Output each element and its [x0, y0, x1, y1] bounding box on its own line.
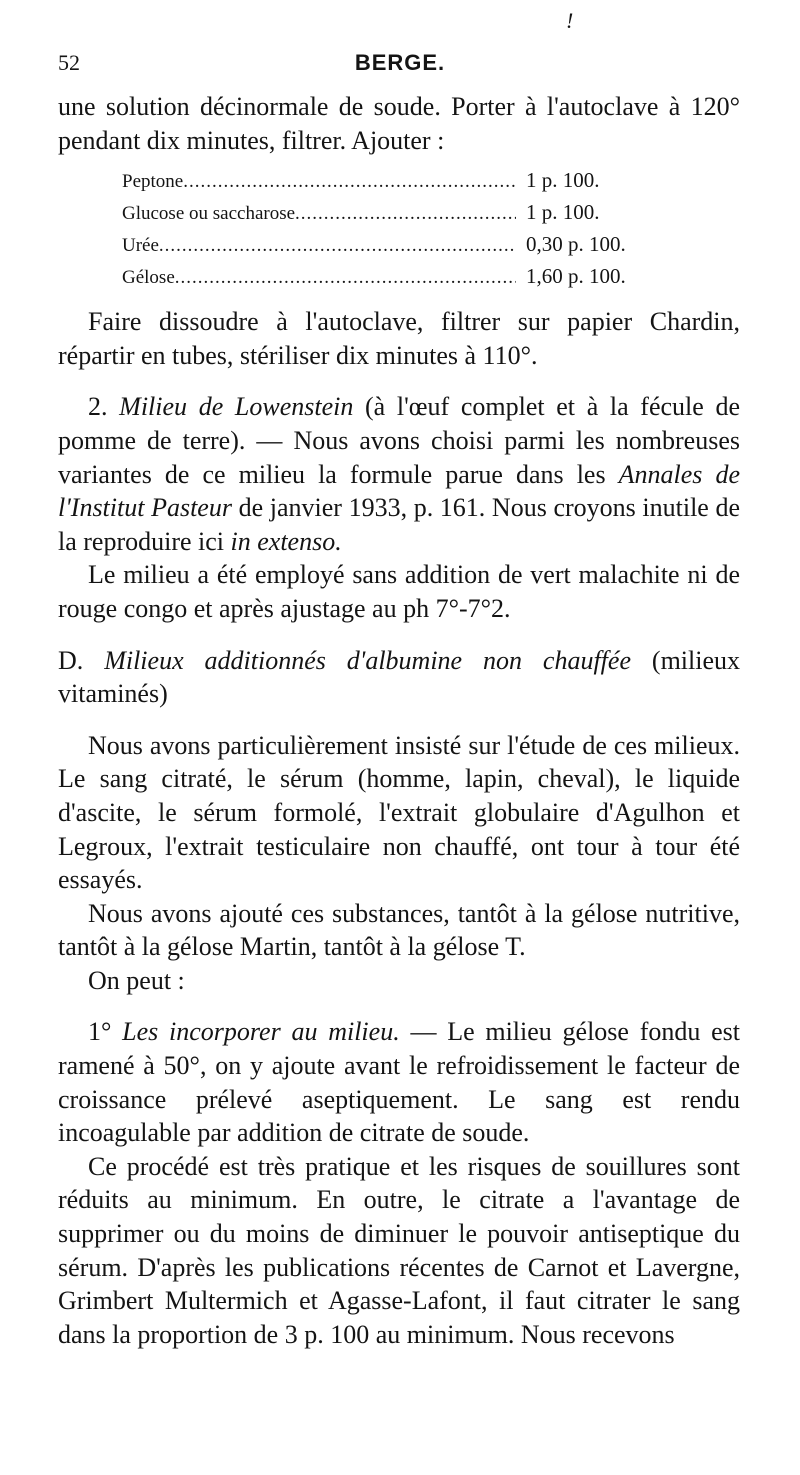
section-title: Milieux additionnés d'albumine non chauffée: [104, 645, 631, 675]
section-number: 2.: [88, 392, 108, 422]
page-body: [58, 90, 740, 1351]
ingredients-table: [122, 165, 668, 293]
ingredient-name: Peptone: [122, 171, 184, 193]
paragraph-4: Le milieu a été employé sans addition de vert malachite ni de rouge congo et après ajustage au ph 7°-7°2.: [58, 560, 740, 623]
leader-dots: [175, 263, 516, 293]
ingredient-row-glucose: [122, 197, 668, 229]
ingredient-name: Gélose: [122, 267, 175, 289]
paragraph-7: Nous avons ajouté ces substances, tantôt à la gélose nutritive, tantôt à la gélose Martin, tantôt à la gélose T.: [58, 898, 740, 962]
ingredient-name: Urée: [122, 235, 159, 257]
paragraph-lowenstein: [58, 390, 740, 558]
paragraph-1: une solution décinormale de soude. Porter à l'autoclave à 120° pendant dix minutes, filtrer. Ajouter :: [58, 92, 740, 155]
ingredient-name: Glucose ou saccharose: [122, 203, 296, 225]
paragraph-10: Ce procédé est très pratique et les risques de souillures sont réduits au minimum. En outre, le citrate a l'avantage de supprimer ou du moins de diminuer le pouvoir antiseptique du sérum. D'après les publications récentes de Carnot et Lavergne, Grimbert Multermich et Agasse-Lafont, il faut citrater le sang dans la proportion de 3 p. 100 au minimum. Nous recevons: [58, 1151, 740, 1349]
ingredient-amount: 1 p. 100.: [526, 200, 600, 225]
section-letter: D.: [58, 645, 84, 675]
ingredient-row-peptone: [122, 165, 668, 197]
item-number: 1°: [88, 1017, 112, 1047]
leader-dots: [159, 231, 516, 261]
paragraph-text: — Le milieu gélose fondu est ramené à 50°, on y ajoute avant le refroidissement le facteur de croissance prélevé aseptiquement. Le sang est rendu incoagulable par addition de citrate de soude.: [58, 1017, 740, 1148]
journal-title: Annales de l'Institut Pasteur: [58, 459, 740, 523]
paragraph-text: (à l'œuf complet et à la fécule de pomme de terre). — Nous avons choisi parmi les nombreuses variantes de ce milieu la formule parue dans les: [58, 392, 741, 489]
leader-dots: [183, 167, 516, 197]
latin-phrase: in extenso.: [230, 526, 342, 556]
margin-mark: !: [566, 8, 574, 33]
paragraph-2: Faire dissoudre à l'autoclave, filtrer sur papier Chardin, répartir en tubes, stériliser dix minutes à 110°.: [58, 307, 740, 370]
section-heading-d: [58, 644, 740, 711]
running-head: BERGE.: [354, 50, 446, 75]
paragraph-text: de janvier 1933, p. 161. Nous croyons inutile de la reproduire ici: [58, 493, 740, 556]
ingredient-amount: 1,60 p. 100.: [526, 264, 626, 289]
paragraph-6: Nous avons particulièrement insisté sur l'étude de ces milieux. Le sang citraté, le sérum (homme, lapin, cheval), le liquide d'ascite, le sérum formolé, l'extrait globulaire d'Agulhon et Legroux, l'extrait testiculaire non chauffé, ont tour à tour été essayés.: [58, 730, 740, 895]
ingredient-row-gelose: [122, 261, 668, 293]
ingredient-row-uree: [122, 229, 668, 261]
paragraph-8: On peut :: [88, 965, 185, 995]
ingredient-amount: 0,30 p. 100.: [526, 232, 626, 257]
ingredient-amount: 1 p. 100.: [526, 168, 600, 193]
item-title: Les incorporer au milieu.: [122, 1017, 400, 1047]
section-title: Milieu de Lowenstein: [119, 392, 354, 422]
section-subtitle: (milieux vitaminés): [58, 645, 741, 709]
page-header: [0, 50, 800, 90]
leader-dots: [295, 199, 516, 229]
page-number: 52: [58, 50, 80, 75]
paragraph-9: [58, 1015, 740, 1149]
